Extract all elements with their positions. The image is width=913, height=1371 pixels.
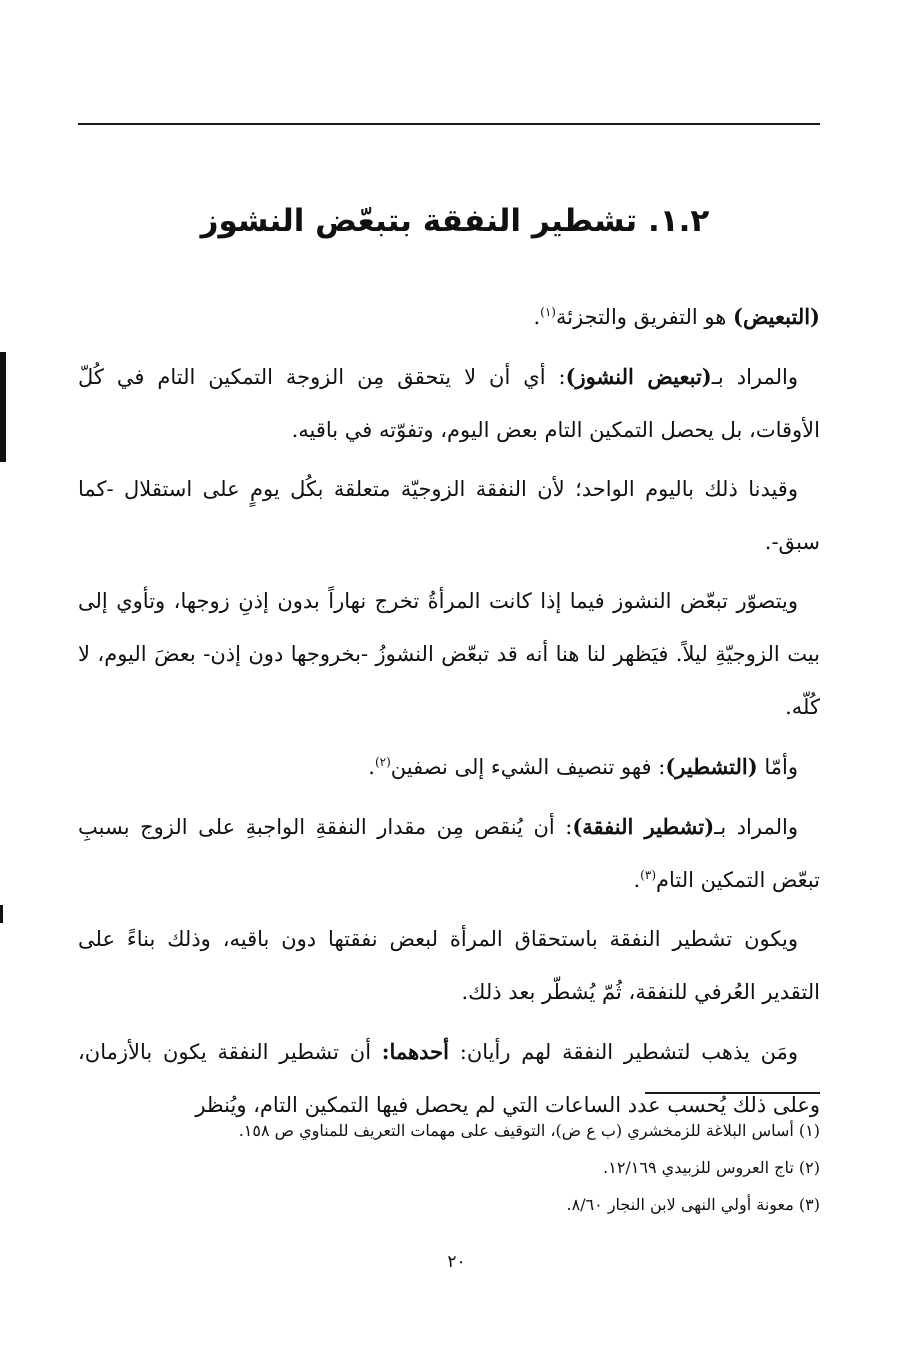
paragraph-prefix: والمراد بـ	[711, 365, 799, 389]
term-ahaduhuma: أحدهما:	[381, 1039, 450, 1064]
paragraph-4	[78, 575, 820, 734]
paragraph-2	[78, 350, 820, 457]
paragraph-5	[78, 740, 820, 794]
paragraph-prefix: وأمّا	[757, 755, 798, 779]
term-tabeed-nushuz: (تبعيض النشوز)	[565, 364, 712, 389]
paragraph-text: : أي أن لا يتحقق مِن الزوجة التمكين التام في كُلّ الأوقات، بل يحصل التمكين التام بعض اليوم، وتفوّته في باقيه.	[78, 365, 820, 442]
paragraph-text: وقيدنا ذلك باليوم الواحد؛ لأن النفقة الزوجيّة متعلقة بكُل يومٍ على استقلال -كما سبق-.	[78, 477, 820, 554]
scan-edge-mark	[0, 905, 3, 923]
term-tabeed: (التبعيض)	[733, 304, 820, 329]
footnote-2: (٢) تاج العروس للزبيدي ١٢/١٦٩.	[603, 1158, 820, 1177]
header-rule	[78, 123, 820, 125]
section-heading: ١.٢. تشطير النفقة بتبعّض النشوز	[200, 203, 710, 239]
paragraph-text: ويتصوّر تبعّض النشوز فيما إذا كانت المرأةُ تخرج نهاراً بدون إذنِ زوجها، وتأوي إلى بيت الزوجيّةِ ليلاً. فيَظهر لنا هنا أنه قد تبعّض النشوزُ -بخروجها دون إذن- بعضَ اليوم، لا كُلّه.	[78, 589, 820, 719]
paragraph-tail: .	[633, 868, 641, 892]
paragraph-1	[78, 290, 820, 344]
paragraph-6	[78, 800, 820, 907]
paragraph-text: هو التفريق والتجزئة	[555, 305, 734, 329]
paragraph-text: أن تشطير النفقة يكون بالأزمان، وعلى ذلك يُحسب عدد الساعات التي لم يحصل فيها التمكين التام، ويُنظر	[78, 1040, 820, 1117]
footnote-ref-1[interactable]: (١)	[540, 305, 556, 319]
footnotes	[78, 1112, 820, 1223]
paragraph-tail: .	[368, 755, 375, 779]
term-tashteer-nafaqa: (تشطير النفقة)	[572, 814, 715, 839]
paragraph-text: : أن يُنقص مِن مقدار النفقةِ الواجبةِ على الزوج بسببِ تبعّض التمكين التام	[78, 815, 820, 892]
paragraph-prefix: والمراد بـ	[714, 815, 798, 839]
paragraph-text: ويكون تشطير النفقة باستحقاق المرأة لبعض نفقتها دون باقيه، وذلك بناءً على التقدير العُرفي للنفقة، ثُمّ يُشطّر بعد ذلك.	[78, 927, 820, 1004]
term-tashteer: (التشطير)	[665, 754, 758, 779]
page-number: ٢٠	[447, 1252, 466, 1272]
footnote-ref-3[interactable]: (٣)	[640, 868, 656, 882]
paragraph-tail: .	[533, 305, 541, 329]
footnote-3: (٣) معونة أولي النهى لابن النجار ٨/٦٠.	[566, 1195, 820, 1214]
scan-edge-mark	[0, 352, 6, 462]
body-text	[78, 290, 820, 1132]
paragraph-3	[78, 463, 820, 569]
footnote-1: (١) أساس البلاغة للزمخشري (ب ع ض)، التوقيف على مهمات التعريف للمناوي ص ١٥٨.	[238, 1121, 820, 1140]
paragraph-7	[78, 913, 820, 1019]
footnote-rule	[645, 1092, 820, 1094]
footnote-ref-2[interactable]: (٢)	[374, 755, 391, 769]
paragraph-text: : فهو تنصيف الشيء إلى نصفين	[390, 755, 666, 779]
paragraph-prefix: ومَن يذهب لتشطير النفقة لهم رأيان:	[449, 1040, 798, 1064]
